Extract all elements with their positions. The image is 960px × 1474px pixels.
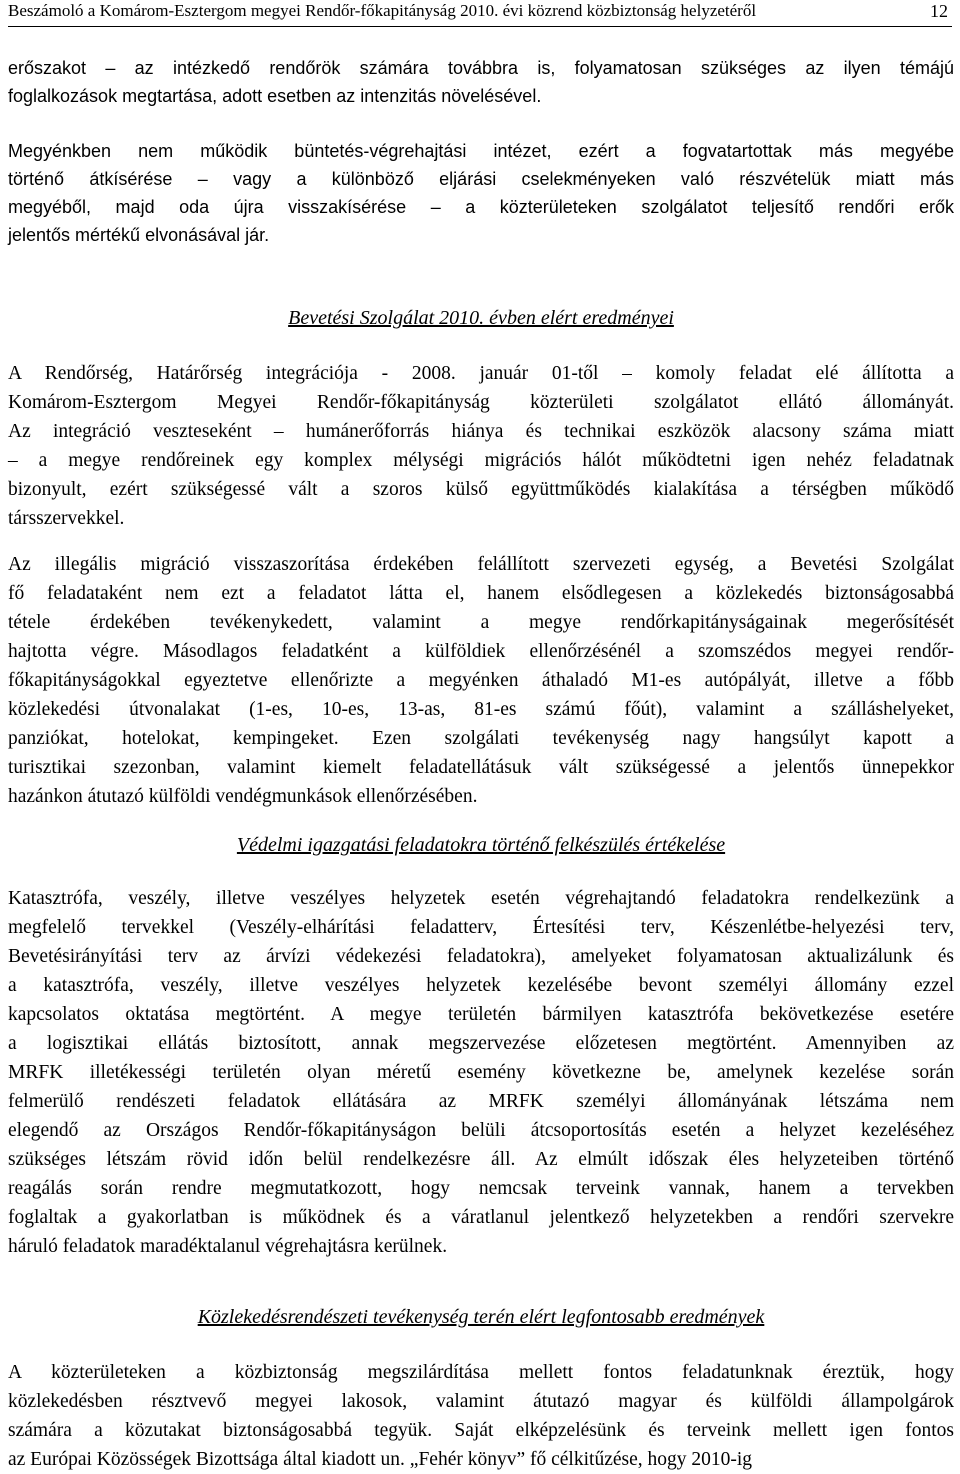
paragraph-continuation — [8, 54, 954, 110]
text-line: főkapitányságokkal egyeztetve ellenőrizte a megyénken áthaladó M1-es autópályát, illetve a főbb — [8, 670, 954, 691]
text-line: kapcsolatos oktatása megtörtént. A megye területén bármilyen katasztrófa bekövetkezése esetére — [8, 1004, 954, 1025]
text-line: háruló feladatok maradéktalanul végrehajtásra kerülnek. — [8, 1236, 448, 1257]
paragraph-disaster-plans — [8, 884, 954, 1261]
text-line: bizonyult, ezért szükségessé vált a szoros külső együttműködés kialakítása a térségben működő — [8, 479, 954, 500]
text-line: Az integráció veszteseként – humánerőforrás hiánya és technikai eszközök alacsony száma miatt — [8, 421, 954, 442]
text-line: közlekedésben résztvevő megyei lakosok, valamint átutazó magyar és külföldi állampolgárok — [8, 1391, 954, 1412]
text-line: szükséges létszám rövid időn belül rendelkezésre áll. Az elmúlt időszak éles helyzeteiben történő — [8, 1149, 954, 1170]
text-line: Az illegális migráció visszaszorítása érdekében felállított szervezeti egység, a Bevetési Szolgálat — [8, 554, 954, 575]
text-line: számára a közutakat biztonságosabbá tegyük. Saját elképzelésünk és terveink mellett igen fontos — [8, 1420, 954, 1441]
text-line: foglaltak a gyakorlatban is működnek és a váratlanul jelentkező helyzetekben a rendőri szervekre — [8, 1207, 954, 1228]
text-line: A Rendőrség, Határőrség integrációja - 2008. január 01-től – komoly feladat elé állította a — [8, 363, 954, 384]
text-line: foglalkozások megtartása, adott esetben az intenzitás növelésével. — [8, 86, 542, 106]
text-line: erőszakot – az intézkedő rendőrök számára továbbra is, folyamatosan szükséges az ilyen témájú — [8, 58, 954, 78]
page-number: 12 — [930, 1, 948, 21]
text-line: Megyénkben nem működik büntetés-végrehajtási intézet, ezért a fogvatartottak más megyébe — [8, 141, 954, 161]
paragraph-prisoner-transport — [8, 137, 954, 249]
text-line: hazánkon átutazó külföldi vendégmunkások ellenőrzésében. — [8, 786, 478, 807]
paragraph-migration — [8, 550, 954, 811]
text-line: tétele érdekében tevékenykedett, valamint a megye rendőrkapitányságainak megerősítését — [8, 612, 954, 633]
section-heading-vedelmi: Védelmi igazgatási feladatokra történő felkészülés értékelése — [236, 834, 726, 856]
text-line: jelentős mértékű elvonásával jár. — [8, 225, 270, 245]
section-heading-bevetesi: Bevetési Szolgálat 2010. évben elért eredményei — [288, 307, 674, 329]
text-line: Katasztrófa, veszély, illetve veszélyes helyzetek esetén végrehajtandó feladatokra rendelkezünk a — [8, 888, 954, 909]
text-line: reagálás során rendre megmutatkozott, hogy nemcsak terveink vannak, hanem a tervekben — [8, 1178, 954, 1199]
section-heading-kozlekedes: Közlekedésrendészeti tevékenység terén elért legfontosabb eredmények — [197, 1306, 765, 1328]
page-header — [8, 0, 952, 27]
text-line: A közterületeken a közbiztonság megszilárdítása mellett fontos feladatunknak éreztük, hogy — [8, 1362, 954, 1383]
text-line: MRFK illetékességi területén olyan méretű esemény következne be, amelynek kezelése során — [8, 1062, 954, 1083]
paragraph-traffic-safety — [8, 1358, 954, 1474]
text-line: megyéből, majd oda újra visszakísérése – a közterületeken szolgálatot teljesítő rendőri erők — [8, 197, 954, 217]
text-line: a katasztrófa, veszély, illetve veszélyes helyzetek kezelésébe bevont személyi állomány ezzel — [8, 975, 954, 996]
text-line: hajtotta végre. Másodlagos feladatként a külföldiek ellenőrzésénél a szomszédos megyei rendőr- — [8, 641, 954, 662]
text-line: felmerülő rendészeti feladatok ellátására az MRFK személyi állományának létszáma nem — [8, 1091, 954, 1112]
text-line: társszervekkel. — [8, 508, 125, 529]
text-line: történő átkísérése – vagy a különböző eljárási cselekményeken való részvételük miatt más — [8, 169, 954, 189]
text-line: turisztikai szezonban, valamint kiemelt feladatellátásuk vált szükségessé a jelentős ünnepekkor — [8, 757, 954, 778]
paragraph-integration — [8, 359, 954, 533]
text-line: közlekedési útvonalakat (1-es, 10-es, 13-as, 81-es számú főút), valamint a szálláshelyeket, — [8, 699, 954, 720]
text-line: fő feladataként nem ezt a feladatot látta el, hanem elsődlegesen a közlekedés biztonságosabbá — [8, 583, 954, 604]
text-line: a logisztikai ellátás biztosított, annak megszervezése előzetesen megtörtént. Amennyiben az — [8, 1033, 954, 1054]
text-line: Bevetésirányítási terv az árvízi védekezési feladatokra), amelyeket folyamatosan aktualizálunk és — [8, 946, 954, 967]
text-line: az Európai Közösségek Bizottsága által kiadott un. „Fehér könyv” fő célkitűzése, hogy 2010-ig — [8, 1449, 753, 1470]
text-line: Komárom-Esztergom Megyei Rendőr-főkapitányság közterületi szolgálatot ellátó állományát. — [8, 392, 954, 413]
text-line: – a megye rendőreinek egy komplex mélységi migrációs hálót működtetni igen nehéz feladatnak — [8, 450, 954, 471]
text-line: elegendő az Országos Rendőr-főkapitányságon belüli átcsoportosítás esetén a helyzet kezeléséhez — [8, 1120, 954, 1141]
header-title: Beszámoló a Komárom-Esztergom megyei Rendőr-főkapitányság 2010. évi közrend közbiztonság helyzetéről — [8, 1, 757, 20]
text-line: megfelelő tervekkel (Veszély-elhárítási feladatterv, Értesítési terv, Készenlétbe-helyezési terv, — [8, 917, 954, 938]
text-line: panziókat, hotelokat, kempingeket. Ezen szolgálati tevékenység nagy hangsúlyt kapott a — [8, 728, 954, 749]
